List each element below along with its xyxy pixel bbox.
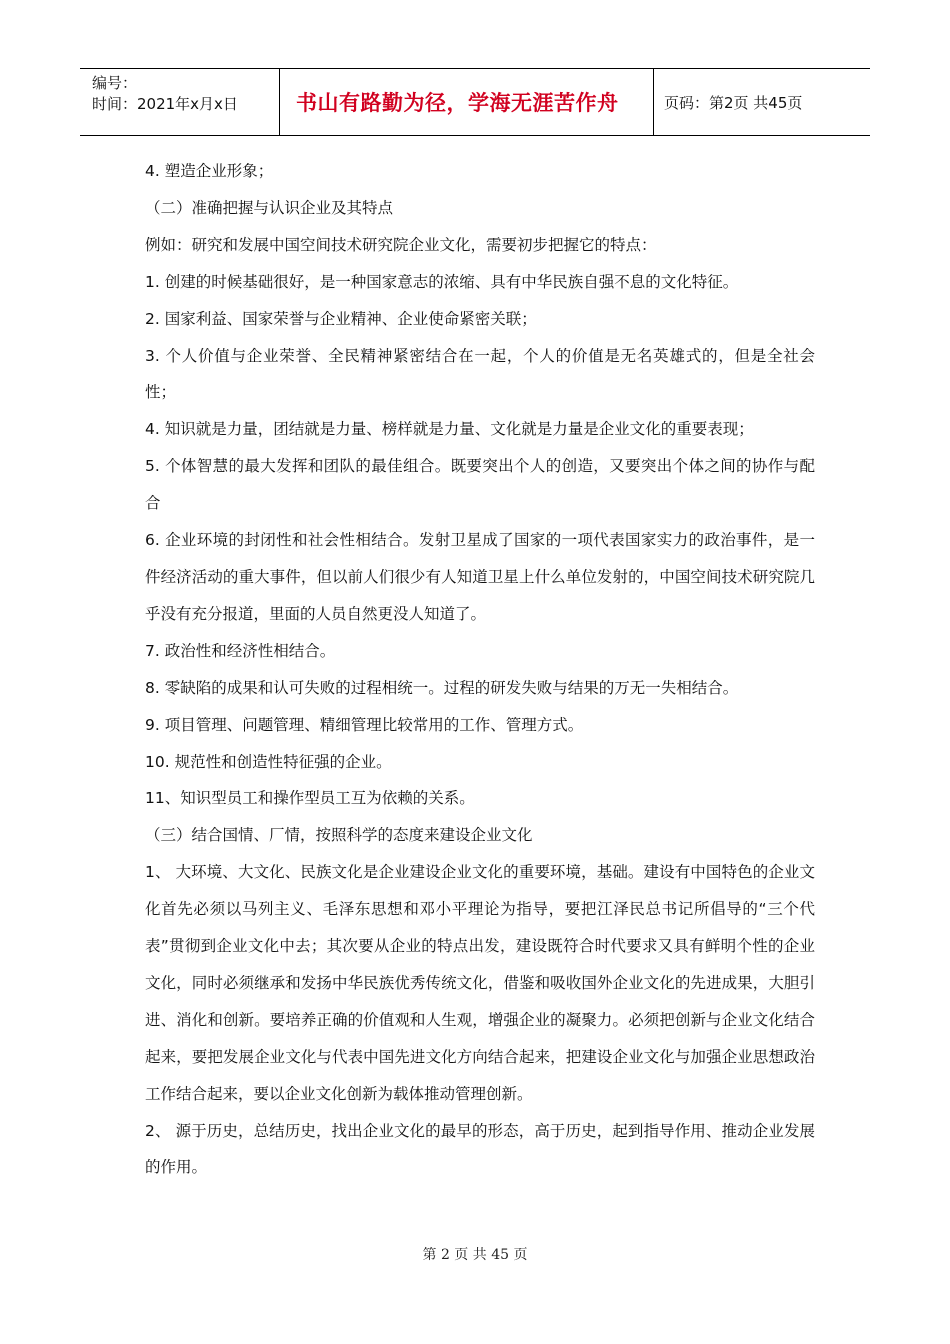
list-item: 9. 项目管理、问题管理、精细管理比较常用的工作、管理方式。 [145,715,584,734]
paragraph: 4. 塑造企业形象； [145,162,274,180]
list-item: 3. 个人价值与企业荣誉、全民精神紧密结合在一起，个人的价值是无名英雄式的，但是全社会性； [145,346,815,402]
list-item: 10. 规范性和创造性特征强的企业。 [145,752,392,771]
document-header [80,68,870,136]
header-motto: 书山有路勤为径，学海无涯苦作舟 [296,91,619,115]
section-heading: （二）准确把握与认识企业及其特点 [145,198,394,217]
list-item: 7. 政治性和经济性相结合。 [145,641,336,660]
header-page-cell [654,69,870,135]
doc-number-label: 编号： [92,74,138,92]
document-body [145,153,815,1186]
list-item: 2. 国家利益、国家荣誉与企业精神、企业使命紧密关联； [145,309,537,328]
list-item: 2、 源于历史，总结历史，找出企业文化的最早的形态，高于历史，起到指导作用、推动企业发展的作用。 [145,1121,815,1177]
list-item: 1、 大环境、大文化、民族文化是企业建设企业文化的重要环境，基础。建设有中国特色的企业文化首先必须以马列主义、毛泽东思想和邓小平理论为指导，要把江泽民总书记所倡导的“三个代表”贯彻到企业文化中去；其次要从企业的特点出发，建设既符合时代要求又具有鲜明个性的企业文化，同时必须继承和发扬中华民族优秀传统文化，借鉴和吸收国外企业文化的先进成果，大胆引进、消化和创新。要培养正确的价值观和人生观，增强企业的凝聚力。必须把创新与企业文化结合起来，要把发展企业文化与代表中国先进文化方向结合起来，把建设企业文化与加强企业思想政治工作结合起来，要以企业文化创新为载体推动管理创新。 [145,863,815,1103]
header-motto-cell [280,69,654,135]
section-heading: （三）结合国情、厂情，按照科学的态度来建设企业文化 [145,826,533,845]
paragraph: 例如：研究和发展中国空间技术研究院企业文化，需要初步把握它的特点： [145,235,657,254]
list-item: 11、知识型员工和操作型员工互为依赖的关系。 [145,789,475,808]
list-item: 4. 知识就是力量，团结就是力量、榜样就是力量、文化就是力量是企业文化的重要表现； [145,420,754,439]
list-item: 8. 零缺陷的成果和认可失败的过程相统一。过程的研发失败与结果的万无一失相结合。 [145,678,739,697]
list-item: 1. 创建的时候基础很好，是一种国家意志的浓缩、具有中华民族自强不息的文化特征。 [145,272,739,291]
header-meta-cell [80,69,280,135]
list-item: 5. 个体智慧的最大发挥和团队的最佳组合。既要突出个人的创造，又要突出个体之间的协作与配合 [145,457,815,513]
footer-page-number: 第 2 页 共 45 页 [422,1247,528,1263]
header-page-label: 页码：第2页 共45页 [664,93,803,112]
list-item: 6. 企业环境的封闭性和社会性相结合。发射卫星成了国家的一项代表国家实力的政治事件，是一件经济活动的重大事件，但以前人们很少有人知道卫星上什么单位发射的，中国空间技术研究院几乎没有充分报道，里面的人员自然更没人知道了。 [145,531,815,623]
doc-date-label: 时间：2021年x月x日 [92,95,238,113]
page-footer [0,1244,950,1264]
